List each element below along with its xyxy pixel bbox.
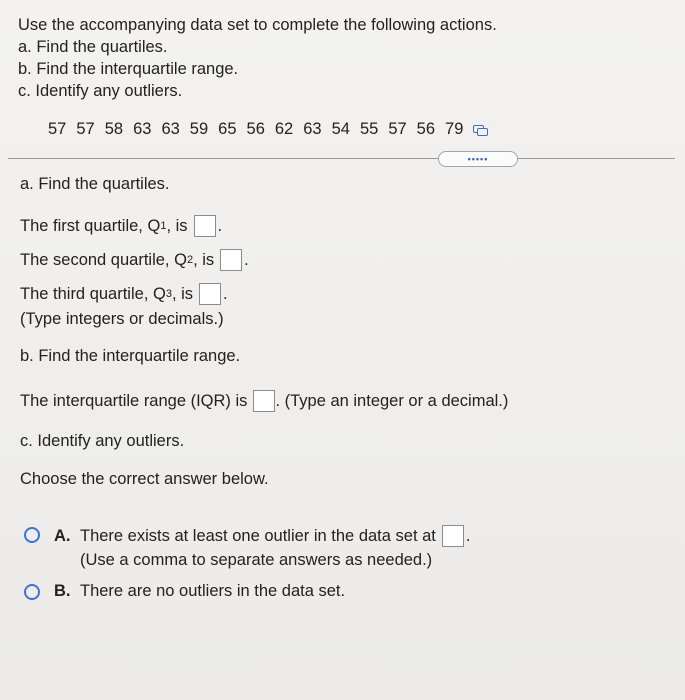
iqr-hint: . (Type an integer or a decimal.) xyxy=(275,391,509,410)
q1-is: , is xyxy=(166,216,188,235)
outlier-answer-box[interactable] xyxy=(442,525,464,547)
iqr-label: The interquartile range (IQR) is xyxy=(20,391,248,410)
data-value: 57 xyxy=(76,120,95,138)
data-value: 56 xyxy=(246,120,265,138)
data-value: 58 xyxy=(104,120,124,138)
q2-row: The second quartile, Q 2 , is . xyxy=(20,249,249,271)
q1-subscript: 1 xyxy=(160,220,167,232)
data-value: 63 xyxy=(303,120,322,138)
data-value: 54 xyxy=(331,120,350,138)
instruction-line-4: c. Identify any outliers. xyxy=(18,82,183,100)
data-value: 57 xyxy=(48,120,67,138)
data-value: 56 xyxy=(416,120,436,138)
data-value: 55 xyxy=(359,120,379,138)
divider xyxy=(8,158,675,159)
part-a-heading: a. Find the quartiles. xyxy=(20,175,170,193)
data-value: 62 xyxy=(274,120,294,138)
data-value: 65 xyxy=(218,120,237,138)
iqr-row xyxy=(20,390,508,412)
instruction-line-3: b. Find the interquartile range. xyxy=(18,60,239,78)
option-a-hint: (Use a comma to separate answers as needed.) xyxy=(80,551,433,569)
q3-is: , is xyxy=(171,284,194,303)
part-b-heading: b. Find the interquartile range. xyxy=(20,347,241,365)
data-value: 63 xyxy=(133,120,152,138)
q1-label: The first quartile, Q xyxy=(20,216,161,235)
instructions xyxy=(18,14,497,102)
q2-label: The second quartile, Q xyxy=(20,250,187,269)
data-value: 57 xyxy=(388,120,407,138)
q2-answer-box[interactable] xyxy=(220,249,242,271)
part-c-heading: c. Identify any outliers. xyxy=(20,432,185,450)
q3-row: The third quartile, Q 3 , is . xyxy=(20,283,228,305)
expand-button[interactable]: ••••• xyxy=(438,151,518,167)
q3-label: The third quartile, Q xyxy=(20,284,166,303)
option-a[interactable]: A. There exists at least one outlier in the data set at . (Use a comma to separate answers as needed.) xyxy=(24,525,470,570)
data-value: 59 xyxy=(189,120,209,138)
q3-subscript: 3 xyxy=(165,288,172,300)
q2-subscript: 2 xyxy=(186,254,194,266)
q1-answer-box[interactable] xyxy=(194,215,216,237)
part-c-prompt: Choose the correct answer below. xyxy=(20,470,269,488)
copy-icon[interactable] xyxy=(473,125,487,135)
instruction-line-1: Use the accompanying data set to complete the following actions. xyxy=(18,16,497,34)
iqr-answer-box[interactable] xyxy=(253,390,275,412)
option-b[interactable] xyxy=(24,582,345,601)
option-a-text: There exists at least one outlier in the data set at xyxy=(80,526,436,545)
data-value: 63 xyxy=(161,120,180,138)
option-a-radio[interactable] xyxy=(24,527,40,543)
q2-is: , is xyxy=(193,250,215,269)
q3-answer-box[interactable] xyxy=(199,283,221,305)
option-b-text: There are no outliers in the data set. xyxy=(80,582,346,600)
option-b-letter: B. xyxy=(54,582,71,600)
instruction-line-2: a. Find the quartiles. xyxy=(18,38,168,56)
q1-row: The first quartile, Q 1 , is . xyxy=(20,215,222,237)
part-a-hint: (Type integers or decimals.) xyxy=(20,310,224,328)
option-b-radio[interactable] xyxy=(24,584,40,600)
option-a-letter: A. xyxy=(54,526,71,545)
data-value: 79 xyxy=(445,120,464,138)
data-set xyxy=(48,120,487,139)
